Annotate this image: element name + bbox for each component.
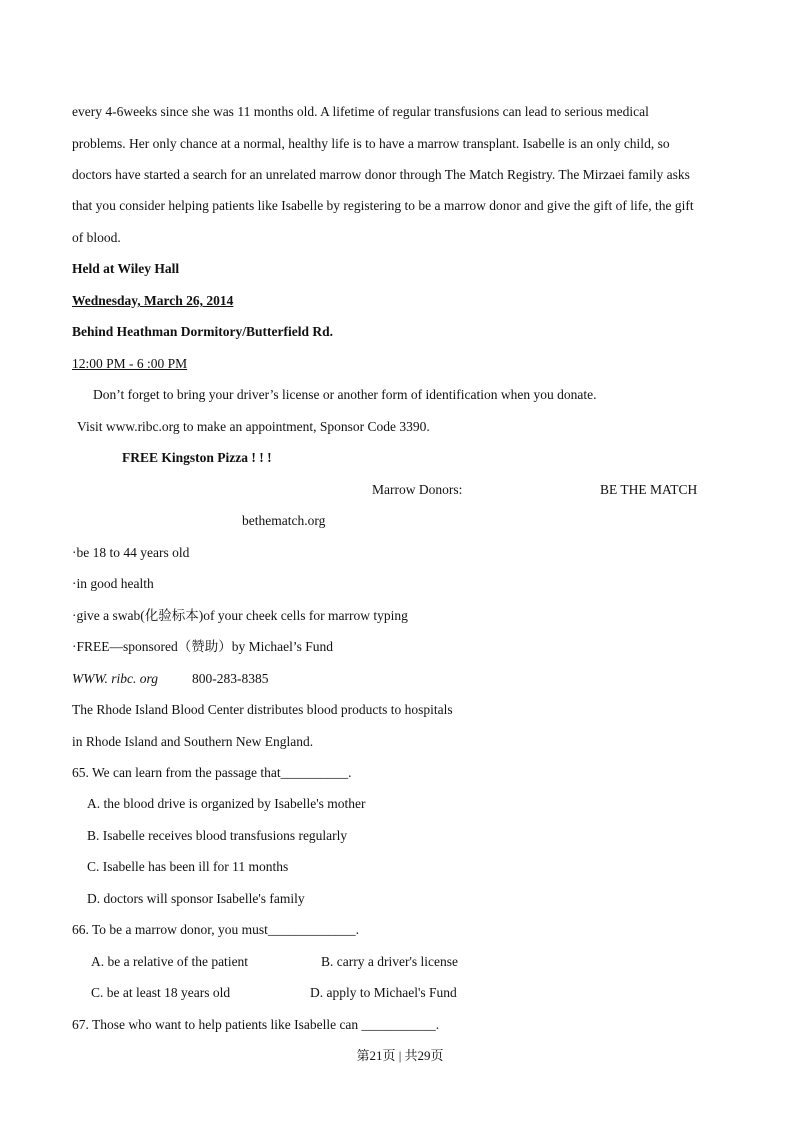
event-pizza: FREE Kingston Pizza ! ! !: [122, 450, 272, 465]
passage-line-2: problems. Her only chance at a normal, healthy life is to have a marrow transplant. Isabelle is an only child, so: [72, 136, 670, 151]
event-date: Wednesday, March 26, 2014: [72, 293, 234, 308]
marrow-label: Marrow Donors:: [372, 482, 463, 497]
question-66-option-a: A. be a relative of the patient: [91, 954, 249, 969]
passage-line-3: doctors have started a search for an unrelated marrow donor through The Match Registry. The Mirzaei family asks: [72, 167, 690, 182]
marrow-requirement: ·give a swab(化验标本)of your cheek cells for marrow typing: [72, 608, 408, 623]
event-held: Held at Wiley Hall: [72, 261, 180, 276]
contact-web: WWW. ribc. org: [72, 671, 158, 686]
marrow-requirement: ·FREE—sponsored（赞助）by Michael’s Fund: [72, 639, 333, 654]
event-visit: Visit www.ribc.org to make an appointment, Sponsor Code 3390.: [77, 419, 430, 434]
contact-center-line-1: The Rhode Island Blood Center distributes blood products to hospitals: [72, 702, 453, 717]
passage-line-1: every 4-6weeks since she was 11 months old. A lifetime of regular transfusions can lead to serious medical: [72, 104, 649, 119]
passage-line-4: that you consider helping patients like Isabelle by registering to be a marrow donor and give the gift of life, the gift: [72, 198, 694, 213]
question-65-option-a: A. the blood drive is organized by Isabelle's mother: [87, 796, 366, 811]
event-location: Behind Heathman Dormitory/Butterfield Rd.: [72, 324, 333, 339]
question-65-option-c: C. Isabelle has been ill for 11 months: [87, 859, 289, 874]
marrow-requirement: ·in good health: [72, 576, 154, 591]
passage-line-5: of blood.: [72, 230, 121, 245]
contact-phone: 800-283-8385: [192, 671, 269, 686]
question-66-option-d: D. apply to Michael's Fund: [310, 985, 457, 1000]
marrow-site: bethematch.org: [242, 513, 326, 528]
question-66-option-c: C. be at least 18 years old: [91, 985, 231, 1000]
page-number: 第21页 | 共29页: [356, 1048, 444, 1063]
event-time: 12:00 PM - 6 :00 PM: [72, 356, 188, 371]
contact-center-line-2: in Rhode Island and Southern New England.: [72, 734, 314, 749]
marrow-brand: BE THE MATCH: [600, 482, 698, 497]
question-67: 67. Those who want to help patients like Isabelle can ___________.: [72, 1017, 440, 1032]
marrow-requirement: ·be 18 to 44 years old: [72, 545, 190, 560]
event-reminder: Don’t forget to bring your driver’s license or another form of identification when you donate.: [93, 387, 597, 402]
question-66: 66. To be a marrow donor, you must_____________.: [72, 922, 359, 937]
question-66-option-b: B. carry a driver's license: [321, 954, 458, 969]
question-65-option-d: D. doctors will sponsor Isabelle's family: [87, 891, 305, 906]
question-65-option-b: B. Isabelle receives blood transfusions regularly: [87, 828, 348, 843]
question-65: 65. We can learn from the passage that__________.: [72, 765, 352, 780]
